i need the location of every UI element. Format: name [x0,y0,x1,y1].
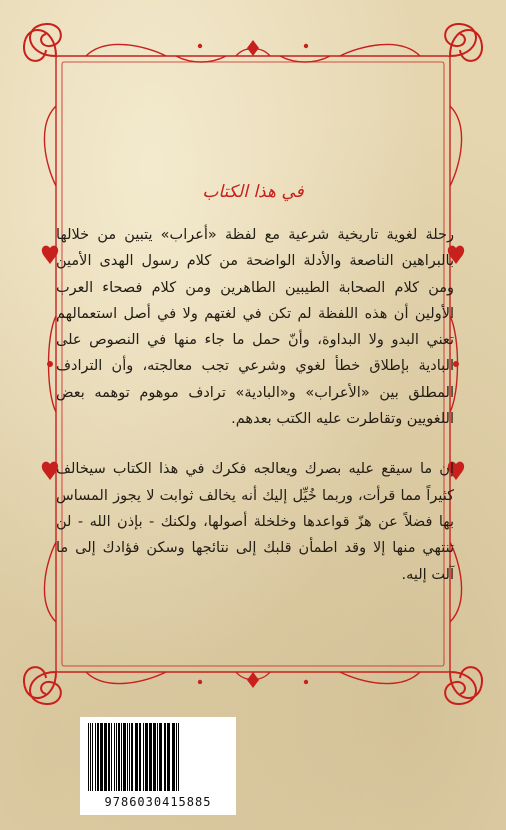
barcode-bar [114,723,115,791]
isbn-barcode [80,717,236,815]
barcode-bar [104,723,107,791]
barcode-bar [92,723,93,791]
section-heading: في هذا الكتاب [202,182,304,202]
barcode-bar [139,723,141,791]
barcode-bar [176,723,177,791]
barcode-bar [159,723,162,791]
barcode-bar [100,723,103,791]
barcode-bar [135,723,138,791]
barcode-bar [95,723,96,791]
barcode-icon [86,723,230,793]
barcode-bar [111,723,112,791]
barcode-bar [145,723,148,791]
barcode-bar [121,723,122,791]
barcode-bar [108,723,110,791]
barcode-bar [88,723,89,791]
barcode-bar [97,723,99,791]
barcode-bar [129,723,130,791]
barcode-bar [157,723,158,791]
barcode-bar [116,723,117,791]
barcode-bar [123,723,126,791]
isbn-number: 9786030415885 [104,795,212,809]
barcode-bar [153,723,156,791]
barcode-bar [143,723,144,791]
barcode-bar [131,723,133,791]
barcode-bar [178,723,179,791]
barcode-bar [167,723,170,791]
barcode-bar [164,723,166,791]
barcode-bar [127,723,128,791]
barcode-bar [118,723,120,791]
barcode-bar [90,723,91,791]
blurb-text [56,222,454,588]
blurb-paragraph: رحلة لغوية تاريخية شرعية مع لفظة «أعراب» يتبين من خلالها بالبراهين الناصعة والأدلة الواضحة من كلام رسول الهدى الأمين ومن كلام الصحابة الطيبين الطاهرين ومن كلام فصحاء العرب الأولين أن هذه اللفظة لم تكن في لغتهم ولا في أصل استعمالهم تعني البدو ولا البداوة، وأنّ حمل ما جاء منها في النصوص على البادية بإطلاق خطأ لغوي وشرعي تجب معالجته، وأن الترادف المطلق بين «الأعراب» و«البادية» ترادف موهوم توهمه بعض اللغويين وتقاطرت عليه الكتب بعدهم. [56,227,454,428]
barcode-bar [149,723,152,791]
barcode-bar [172,723,175,791]
blurb-paragraph: إن ما سيقع عليه بصرك ويعالجه فكرك في هذا الكتاب سيخالف كثيراً مما قرأت، وربما خُيِّل إليك أنه يخالف ثوابت لا يجوز المساس بها فضلاً عن هزّ قواعدها وخلخلة أصولها، ولكنك - بإذن الله - لن تنتهي منها إلا وقد اطمأن قلبك إلى نتائجها وسكن فؤادك إلى ما آلت إليه. [56,461,454,583]
